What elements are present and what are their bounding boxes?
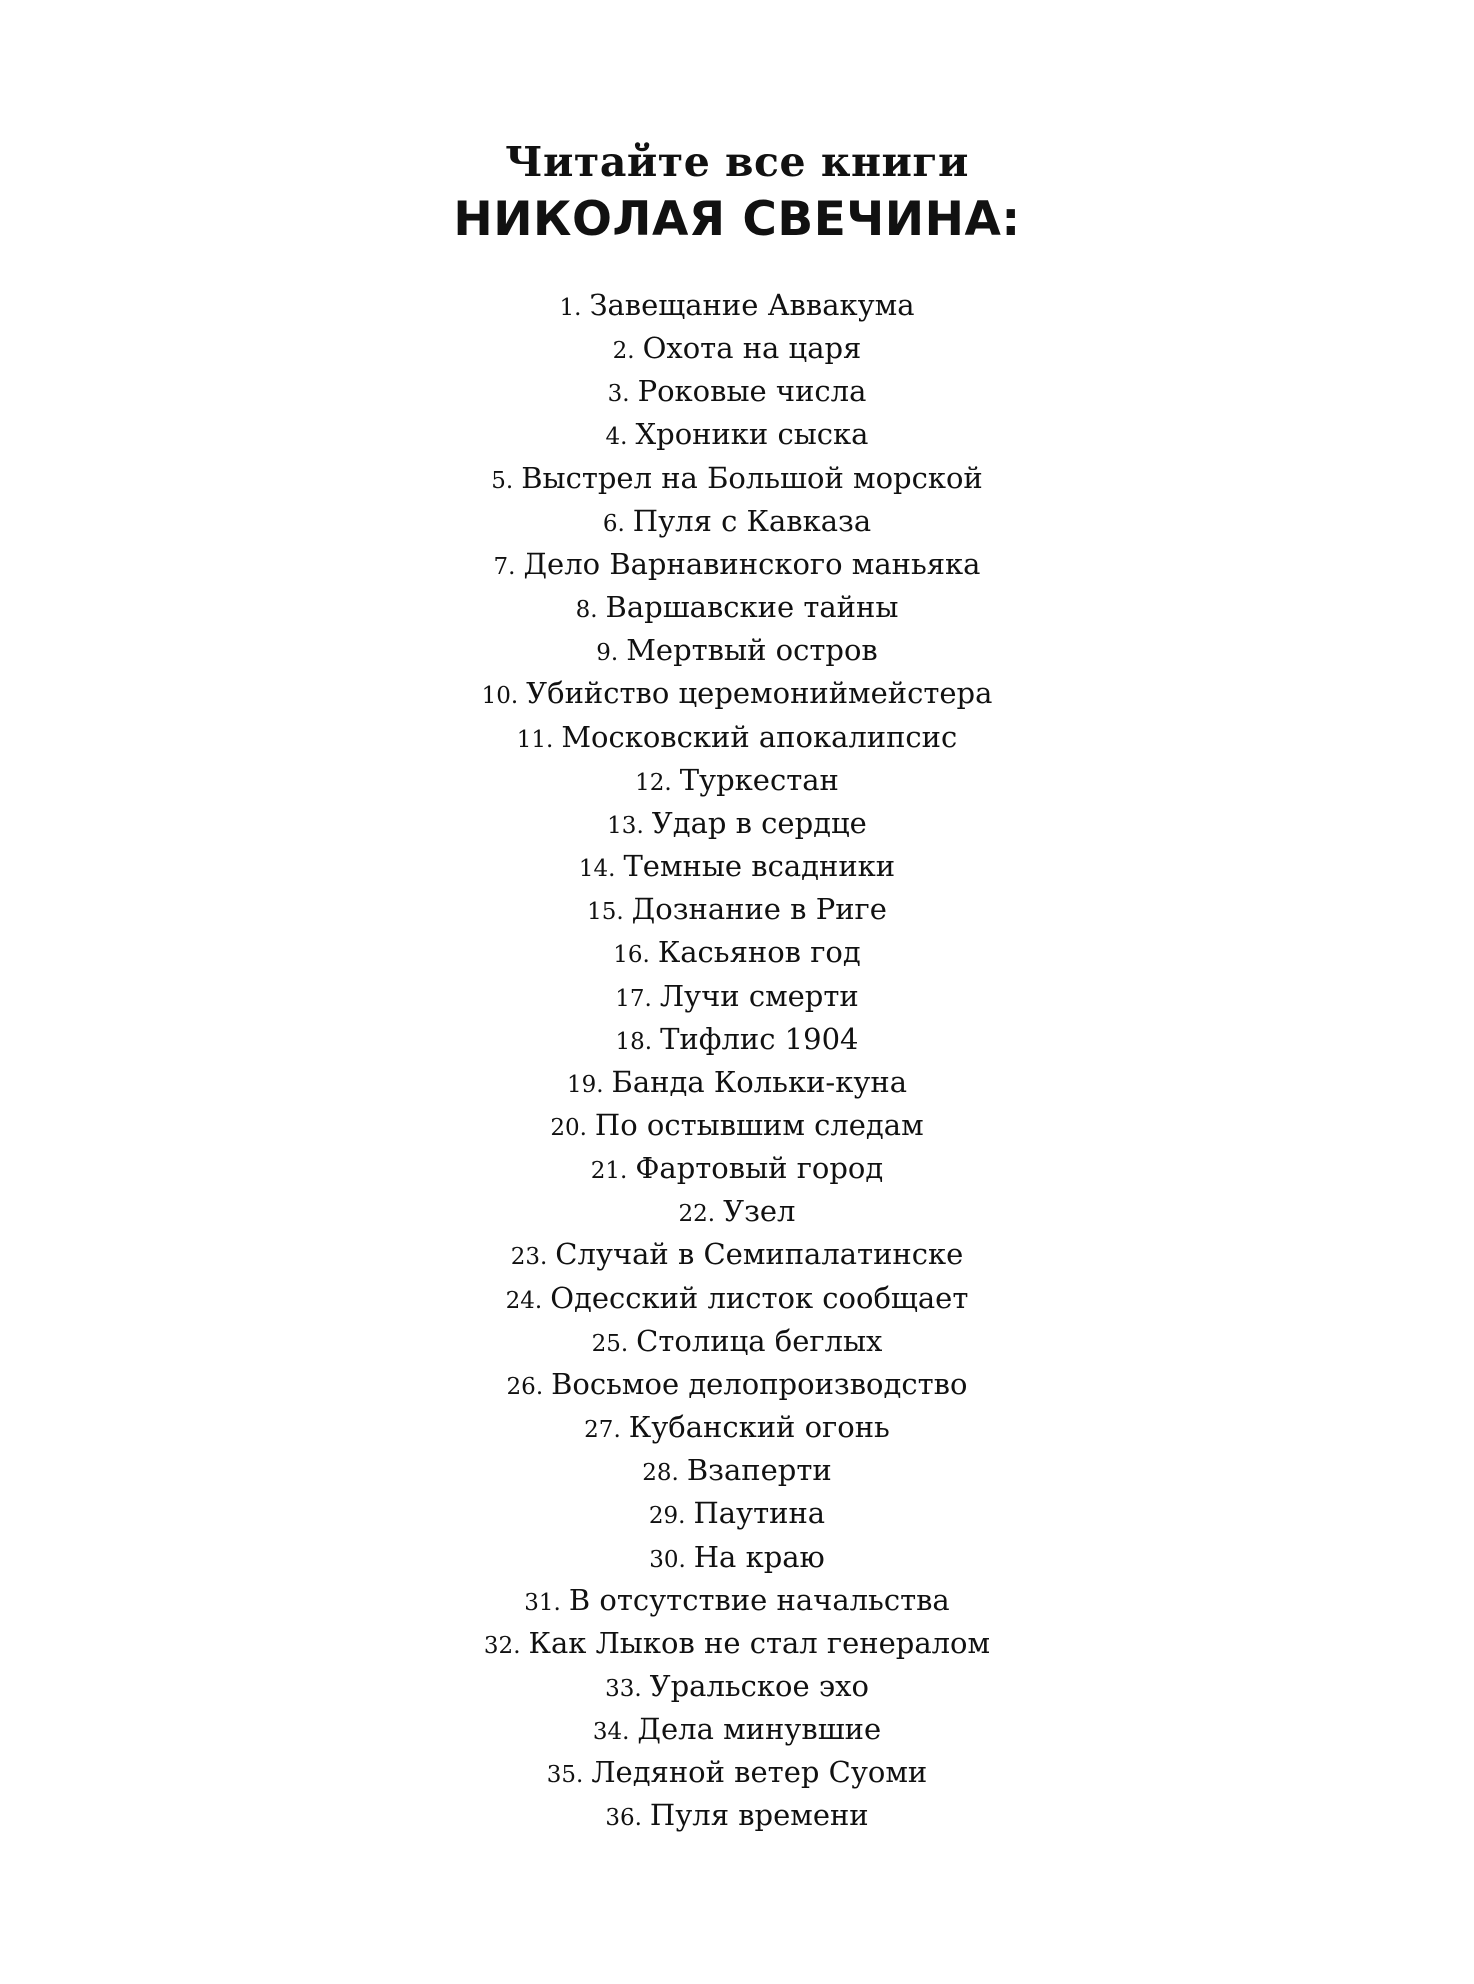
book-number: 9. (596, 640, 619, 667)
list-item (0, 371, 1474, 414)
book-title: Уральское эхо (649, 1669, 869, 1703)
book-title: Как Лыков не стал генералом (528, 1625, 991, 1660)
book-number: 21. (590, 1158, 628, 1185)
book-number: 13. (607, 812, 644, 839)
book-number: 12. (635, 769, 672, 796)
book-title: Одесский листок сообщает (550, 1280, 969, 1315)
book-number: 24. (505, 1287, 543, 1314)
book-title: Столица беглых (636, 1323, 883, 1358)
book-number: 16. (613, 942, 650, 969)
list-item (0, 673, 1474, 716)
book-number: 6. (602, 510, 625, 537)
book-title: Мертвый остров (626, 633, 878, 668)
heading-read-all-books: Читайте все книги (505, 138, 969, 186)
book-title: Дознание в Риге (631, 892, 887, 927)
list-item (0, 1752, 1474, 1795)
book-title: Случай в Семипалатинске (555, 1237, 964, 1272)
list-item (0, 1019, 1474, 1062)
book-title: Пуля времени (649, 1798, 869, 1833)
book-number: 29. (648, 1503, 686, 1530)
book-title: Взаперти (686, 1453, 832, 1488)
book-title: По остывшим следам (594, 1107, 924, 1142)
list-item (0, 1148, 1474, 1191)
book-title: Варшавские тайны (605, 590, 899, 625)
book-number: 14. (578, 856, 616, 883)
book-title: Охота на царя (642, 331, 862, 366)
book-number: 18. (615, 1028, 653, 1055)
book-title: Лучи смерти (659, 978, 859, 1013)
book-number: 26. (506, 1373, 544, 1400)
book-title: Узел (723, 1194, 796, 1229)
book-title: Московский апокалипсис (561, 719, 958, 754)
book-title: Касьянов год (657, 935, 861, 970)
book-title: Кубанский огонь (628, 1410, 890, 1445)
book-number: 30. (649, 1546, 686, 1573)
book-title: Темные всадники (623, 849, 896, 884)
list-item (0, 932, 1474, 975)
book-number: 5. (491, 467, 514, 494)
list-item (0, 1191, 1474, 1234)
list-item (0, 1709, 1474, 1752)
book-title: Удар в сердце (651, 805, 867, 840)
list-item (0, 1321, 1474, 1364)
book-number: 11. (516, 726, 554, 753)
book-title: Дела минувшие (637, 1712, 882, 1747)
book-number: 27. (584, 1417, 621, 1444)
list-item (0, 1666, 1474, 1709)
book-number: 33. (605, 1676, 642, 1702)
list-item (0, 717, 1474, 760)
list-item (0, 285, 1474, 328)
list-item (0, 1537, 1474, 1580)
list-item (0, 1364, 1474, 1407)
list-item (0, 414, 1474, 457)
book-title: Ледяной ветер Суоми (591, 1755, 928, 1790)
list-item (0, 976, 1474, 1019)
book-number: 15. (587, 899, 624, 926)
book-title: Туркестан (679, 762, 839, 797)
book-number: 34. (592, 1719, 630, 1746)
book-title: Убийство церемониймейстера (526, 676, 993, 711)
book-number: 22. (678, 1201, 716, 1228)
list-item (0, 846, 1474, 889)
book-number: 35. (546, 1762, 584, 1789)
book-number: 7. (493, 553, 516, 580)
list-item (0, 587, 1474, 630)
book-title: Дело Варнавинского маньяка (523, 546, 981, 581)
book-number: 1. (559, 295, 582, 321)
heading-author-name: НИКОЛАЯ СВЕЧИНА: (453, 192, 1021, 247)
book-number: 17. (615, 985, 652, 1012)
list-item (0, 803, 1474, 846)
book-number: 4. (605, 424, 628, 451)
book-number: 3. (607, 381, 630, 408)
list-item (0, 544, 1474, 587)
book-title: Пуля с Кавказа (632, 503, 872, 538)
list-item (0, 1234, 1474, 1277)
list-item (0, 501, 1474, 544)
list-item (0, 1278, 1474, 1321)
book-number: 8. (575, 597, 598, 624)
list-item (0, 1493, 1474, 1536)
list-item (0, 1580, 1474, 1623)
book-title: Хроники сыска (635, 417, 869, 452)
book-number: 32. (483, 1632, 521, 1659)
book-title: В отсутствие начальства (568, 1582, 950, 1617)
book-number: 28. (642, 1460, 679, 1487)
list-item (0, 630, 1474, 673)
list-item (0, 889, 1474, 932)
book-title: Фартовый город (635, 1151, 884, 1186)
book-title: Банда Кольки-куна (611, 1064, 908, 1099)
book-title: Паутина (693, 1496, 826, 1531)
book-list (0, 285, 1474, 1839)
book-number: 23. (510, 1244, 548, 1271)
book-number: 31. (524, 1589, 561, 1616)
book-number: 2. (612, 338, 635, 365)
book-number: 25. (591, 1330, 629, 1357)
book-title: Тифлис 1904 (660, 1021, 859, 1056)
book-number: 19. (566, 1071, 604, 1098)
list-item (0, 760, 1474, 803)
book-title: Восьмое делопроизводство (551, 1366, 968, 1401)
book-title: На краю (693, 1539, 825, 1574)
book-number: 20. (550, 1114, 587, 1141)
book-title: Роковые числа (637, 374, 867, 409)
list-item (0, 1450, 1474, 1493)
list-item (0, 1407, 1474, 1450)
book-title: Выстрел на Большой морской (521, 460, 983, 495)
list-item (0, 1795, 1474, 1838)
book-number: 36. (605, 1805, 642, 1832)
list-item (0, 328, 1474, 371)
book-number: 10. (481, 683, 519, 710)
book-title: Завещание Аввакума (589, 288, 915, 322)
list-item (0, 458, 1474, 501)
list-item (0, 1623, 1474, 1666)
list-item (0, 1105, 1474, 1148)
list-item (0, 1062, 1474, 1105)
